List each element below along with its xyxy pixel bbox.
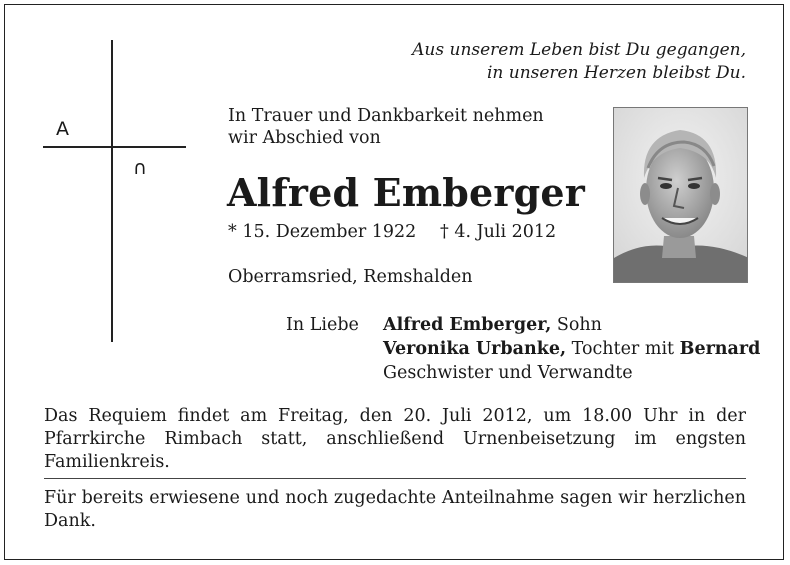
deceased-name: Alfred Emberger [227,170,585,215]
death-date: † 4. Juli 2012 [440,222,557,242]
portrait-image [614,108,748,283]
cross-horizontal-bar [43,146,186,148]
mourner-row-3: Geschwister und Verwandte [383,363,633,383]
mourners-list [383,313,760,385]
life-dates [228,221,578,243]
mourner-row-1 [383,313,760,337]
mourner-row-2 [383,337,760,361]
omega-symbol: ∩ [133,157,147,179]
mourner-relation: Sohn [551,315,602,335]
intro-line-1: In Trauer und Dankbarkeit nehmen [228,106,544,126]
quote-line-2: in unseren Herzen bleibst Du. [486,63,746,83]
requiem-notice: Das Requiem findet am Freitag, den 20. Juli 2012, um 18.00 Uhr in der Pfarrkirche Rimbach statt, anschließend Urnenbeisetzung im engsten Familienkreis. [44,406,746,472]
mourner-name: Bernard [679,339,761,359]
residence-place: Oberramsried, Remshalden [228,267,473,287]
memorial-quote [346,39,746,85]
quote-line-1: Aus unserem Leben bist Du gegangen, [412,40,746,60]
mourner-name: Alfred Emberger, [383,315,552,335]
cross-vertical-bar [111,40,113,342]
birth-date: * 15. Dezember 1922 [228,222,417,242]
mourner-name: Veronika Urbanke, [383,339,567,359]
intro-line-2: wir Abschied von [228,128,381,148]
alpha-symbol: A [56,118,69,140]
divider [44,478,746,479]
thanks-notice: Für bereits erwiesene und noch zugedachte Anteilnahme sagen wir herzlichen Dank. [44,488,746,531]
mourner-relation: Tochter mit [566,339,680,359]
portrait-photo [613,107,748,283]
intro-text [228,105,544,149]
in-love-label: In Liebe [286,315,359,335]
